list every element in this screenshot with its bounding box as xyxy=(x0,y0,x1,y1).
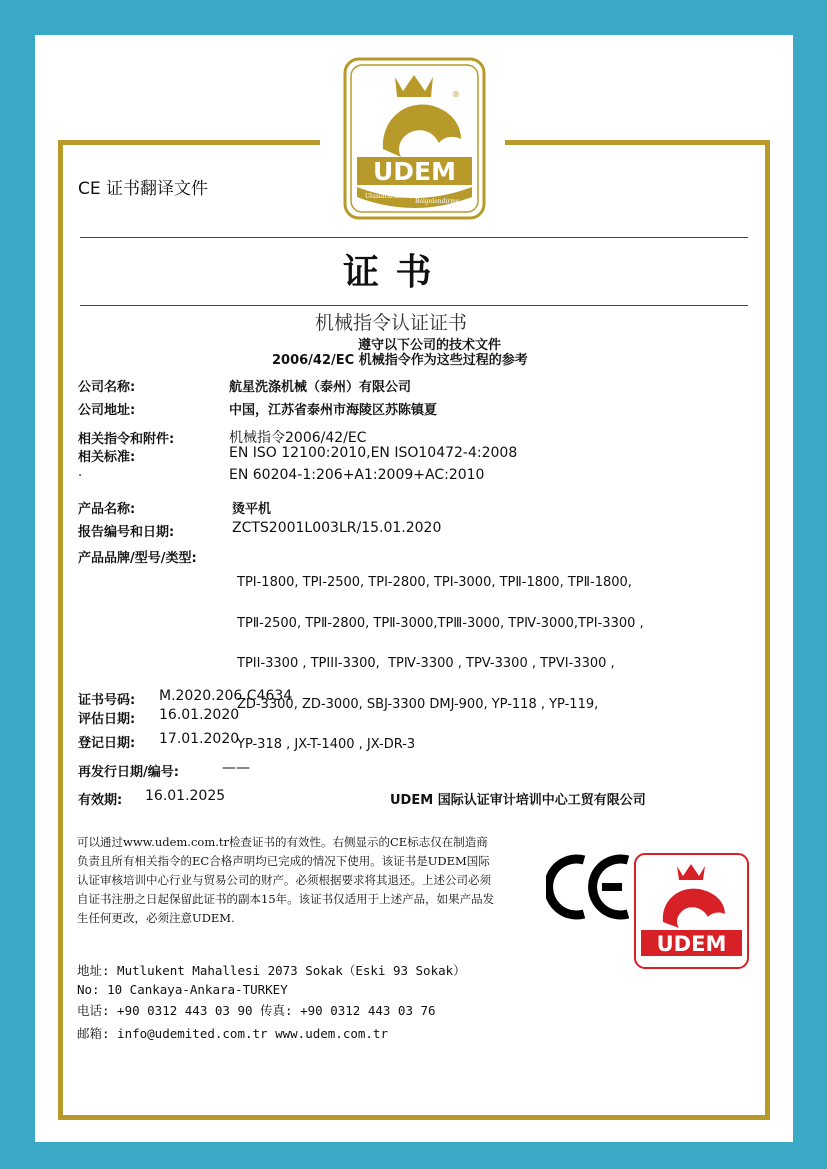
standards-label: 相关标准: xyxy=(78,450,136,465)
validity-value: 16.01.2025 xyxy=(145,788,226,804)
contact-address-1: 地址: Mutlukent Mahallesi 2073 Sokak（Eski 93 Sokak） xyxy=(77,963,466,978)
page-title: 证 书 xyxy=(343,252,434,293)
model-line: YP-318 , JX-T-1400 , JX-DR-3 xyxy=(237,737,416,752)
doc-label: CE 证书翻译文件 xyxy=(78,179,209,199)
reissue-label: 再发行日期/编号: xyxy=(78,765,179,780)
product-name-label: 产品名称: xyxy=(78,502,136,517)
gold-frame-top-left xyxy=(58,140,320,145)
registered-mark: ® xyxy=(452,90,460,99)
product-name-value: 烫平机 xyxy=(232,502,272,517)
contact-phone: 电话: +90 0312 443 03 90 传真: +90 0312 443 03 76 xyxy=(77,1003,436,1018)
gold-frame-bottom xyxy=(58,1115,770,1120)
company-address-label: 公司地址: xyxy=(78,403,136,418)
validity-note: 可以通过www.udem.com.tr检查证书的有效性。右侧显示的CE标志仅在制造商负责且所有相关指令的EC合格声明均已完成的情况下使用。该证书是UDEM国际认证审核培训中心行业与贸易公司的财产。必须根据要求将其退还。上述公司必须自证书注册之日起保留此证书的副本15年。该证书仅适用于上述产品，如果产品发生任何更改，必须注意UDEM. xyxy=(77,835,495,925)
eval-date-value: 16.01.2020 xyxy=(159,707,240,723)
gold-frame-right xyxy=(765,140,770,1120)
reissue-value: —— xyxy=(222,760,250,776)
validity-label: 有效期: xyxy=(78,793,123,808)
title-line-1: 遵守以下公司的技术文件 xyxy=(358,338,502,353)
issuer-name: UDEM 国际认证审计培训中心工贸有限公司 xyxy=(390,793,646,808)
company-name-value: 航星洗涤机械（泰州）有限公司 xyxy=(229,380,412,395)
title-line-2: 2006/42/EC 机械指令作为这些过程的参考 xyxy=(272,353,528,368)
eval-date-label: 评估日期: xyxy=(78,712,136,727)
model-line: TPII-3300 , TPIII-3300, TPⅣ-3300 , TPV-3300 , TPVI-3300 , xyxy=(237,656,615,671)
company-name-label: 公司名称: xyxy=(78,380,136,395)
model-line: TPⅡ-2500, TPⅡ-2800, TPⅡ-3000,TPⅢ-3000, TPⅣ-3000,TPI-3300 , xyxy=(237,615,644,631)
cert-number-label: 证书号码: xyxy=(78,693,136,708)
logo-text: UDEM xyxy=(372,157,457,186)
udem-logo-gold xyxy=(343,57,486,220)
standards-dot: . xyxy=(78,465,83,480)
ce-mark-icon xyxy=(546,852,632,922)
udem-logo-red xyxy=(633,852,750,970)
gold-frame-top-right xyxy=(505,140,770,145)
contact-email: 邮箱: info@udemited.com.tr www.udem.com.tr xyxy=(77,1026,388,1041)
reg-date-label: 登记日期: xyxy=(78,736,136,751)
logo-ribbon-left: Uluslararası xyxy=(365,193,403,200)
report-value: ZCTS2001L003LR/15.01.2020 xyxy=(232,520,442,536)
model-label: 产品品牌/型号/类型: xyxy=(78,551,197,566)
report-label: 报告编号和日期: xyxy=(78,525,175,540)
standards-value-1: EN ISO 12100:2010,EN ISO10472-4:2008 xyxy=(229,445,518,461)
gold-frame-left xyxy=(58,140,63,1120)
title-rule-top xyxy=(80,237,748,238)
reg-date-value: 17.01.2020 xyxy=(159,731,240,747)
company-address-value: 中国，江苏省泰州市海陵区苏陈镇夏 xyxy=(229,403,438,418)
title-rule-bottom xyxy=(80,305,748,306)
model-line: TPⅠ-1800, TPⅠ-2500, TPⅠ-2800, TPⅠ-3000, TPⅡ-1800, TPⅡ-1800, xyxy=(237,575,632,590)
model-list xyxy=(237,549,644,765)
directive-label: 相关指令和附件: xyxy=(78,432,175,447)
logo-ribbon-right: Belgelendirme xyxy=(415,198,460,205)
standards-value-2: EN 60204-1:206+A1:2009+AC:2010 xyxy=(229,467,485,483)
model-line: ZD-3300, ZD-3000, SBJ-3300 DMJ-900, YP-118 , YP-119, xyxy=(237,696,599,712)
directive-value: 机械指令2006/42/EC xyxy=(229,430,367,446)
certificate-subtitle: 机械指令认证证书 xyxy=(315,312,468,334)
cert-number-value: M.2020.206.C4634 xyxy=(159,688,293,704)
contact-address-2: No: 10 Cankaya-Ankara-TURKEY xyxy=(77,982,288,997)
logo2-text: UDEM xyxy=(656,932,727,956)
